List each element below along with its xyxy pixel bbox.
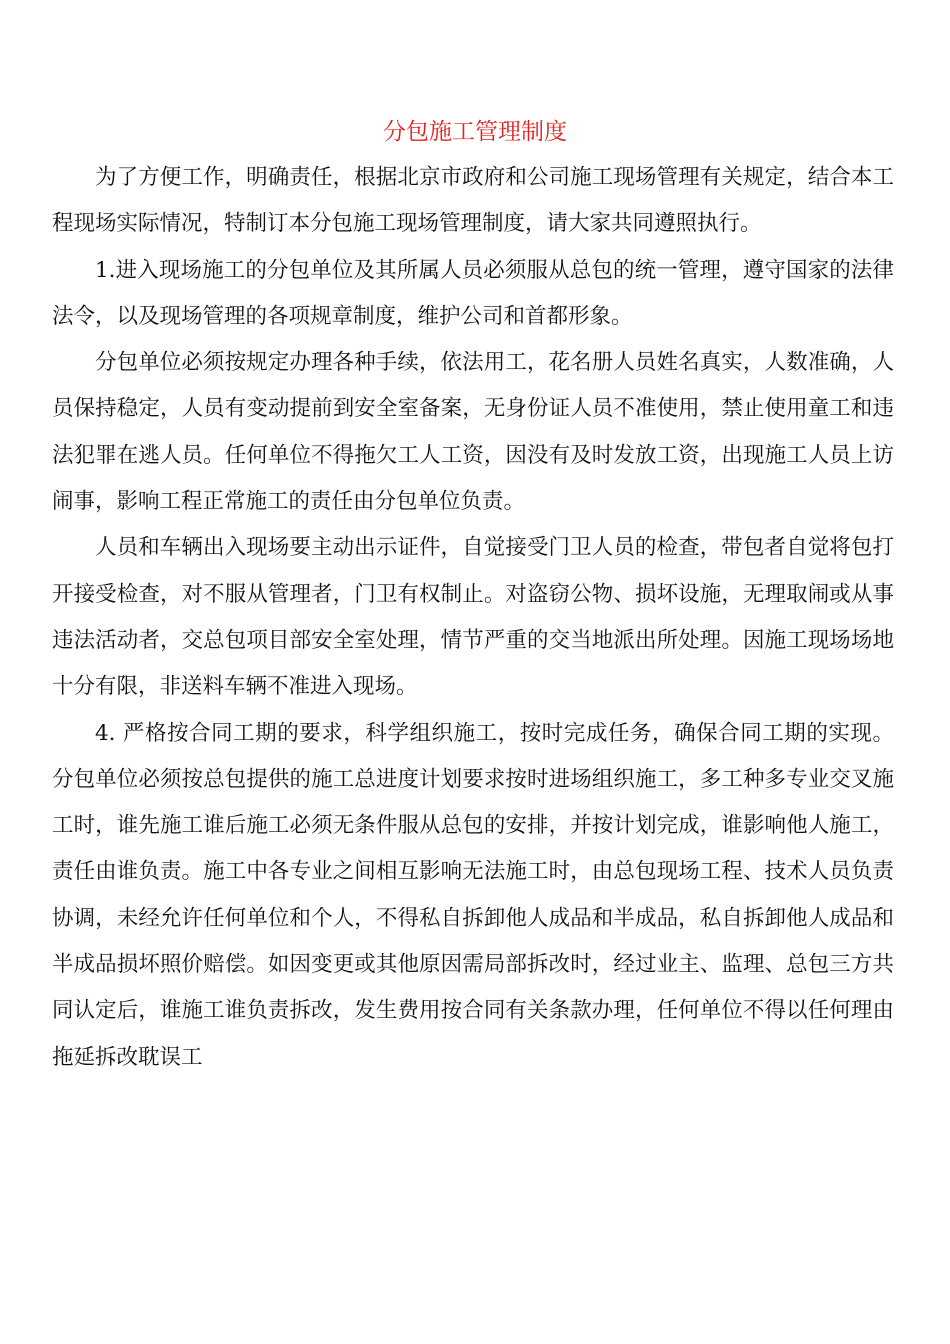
paragraph-procedures: 分包单位必须按规定办理各种手续，依法用工，花名册人员姓名真实，人数准确，人员保持稳定，人员有变动提前到安全室备案，无身份证人员不准使用，禁止使用童工和违法犯罪在逃人员。任何单位不得拖欠工人工资，因没有及时发放工资，出现施工人员上访闹事，影响工程正常施工的责任由分包单位负责。 <box>52 350 894 515</box>
paragraph-intro: 为了方便工作，明确责任，根据北京市政府和公司施工现场管理有关规定，结合本工程现场实际情况，特制订本分包施工现场管理制度，请大家共同遵照执行。 <box>52 165 894 237</box>
document-title: 分包施工管理制度 <box>383 119 567 145</box>
document-body <box>52 155 894 1081</box>
paragraph-rule-1: 1.进入现场施工的分包单位及其所属人员必须服从总包的统一管理，遵守国家的法律法令，以及现场管理的各项规章制度，维护公司和首都形象。 <box>52 257 894 329</box>
paragraph-access-control: 人员和车辆出入现场要主动出示证件，自觉接受门卫人员的检查，带包者自觉将包打开接受检查，对不服从管理者，门卫有权制止。对盗窃公物、损坏设施，无理取闹或从事违法活动者，交总包项目部安全室处理，情节严重的交当地派出所处理。因施工现场场地十分有限，非送料车辆不准进入现场。 <box>52 535 894 700</box>
paragraph-rule-4: 4. 严格按合同工期的要求，科学组织施工，按时完成任务，确保合同工期的实现。分包单位必须按总包提供的施工总进度计划要求按时进场组织施工，多工种多专业交叉施工时，谁先施工谁后施工必须无条件服从总包的安排，并按计划完成，谁影响他人施工，责任由谁负责。施工中各专业之间相互影响无法施工时，由总包现场工程、技术人员负责协调，未经允许任何单位和个人，不得私自拆卸他人成品和半成品，私自拆卸他人成品和半成品损坏照价赔偿。如因变更或其他原因需局部拆改时，经过业主、监理、总包三方共同认定后，谁施工谁负责拆改，发生费用按合同有关条款办理，任何单位不得以任何理由拖延拆改耽误工 <box>52 720 894 1070</box>
